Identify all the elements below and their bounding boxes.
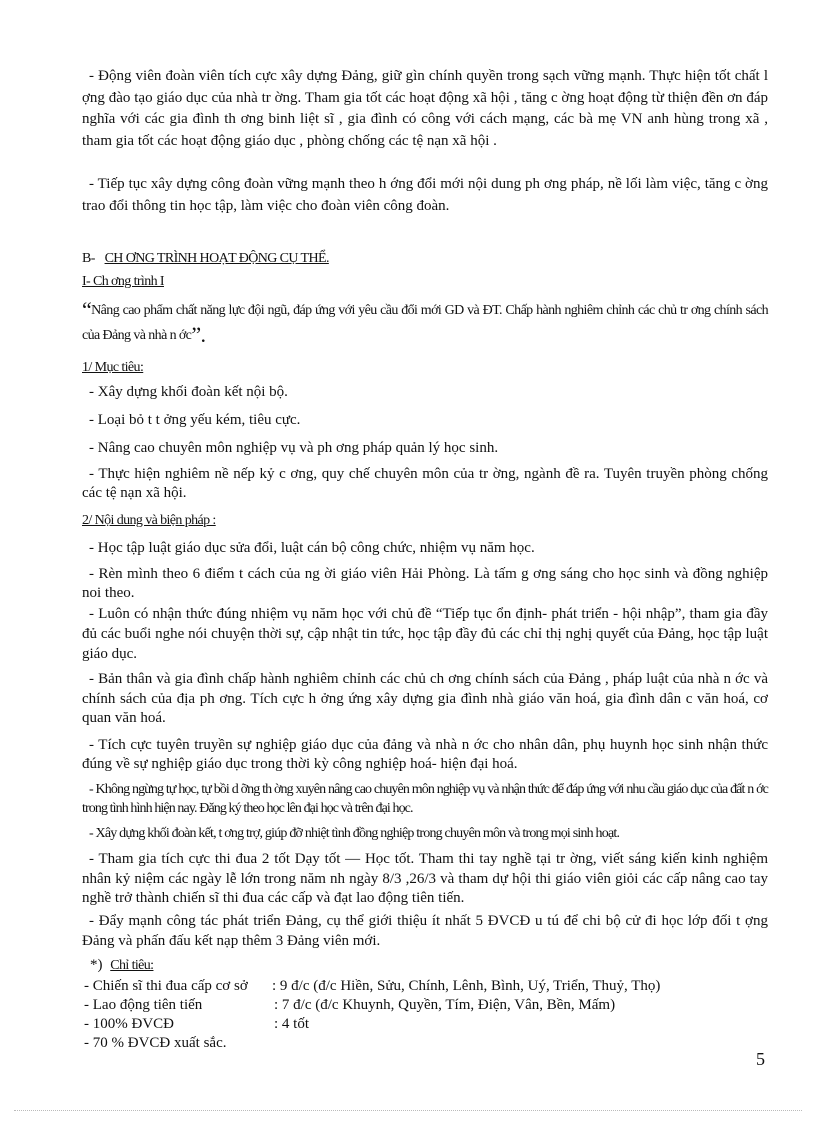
- objective-item: - Nâng cao chuyên môn nghiệp vụ và ph ơng pháp quản lý học sinh.: [89, 440, 499, 456]
- objective-item: - Loại bỏ t t ởng yếu kém, tiêu cực.: [89, 412, 301, 428]
- section-b-prefix: B-: [82, 251, 95, 266]
- program-title-text: I- Ch ơng trình I: [82, 274, 164, 289]
- content-item: - Đẩy mạnh công tác phát triển Đảng, cụ thể giới thiệu ít nhất 5 ĐVCĐ u tú để chi bộ cử đi học lớp đối t ợng Đảng và phấn đấu kết nạp thêm 3 Đảng viên mới.: [82, 913, 768, 949]
- objective-item: - Thực hiện nghiêm nề nếp kỷ c ơng, quy chế chuyên môn của tr ờng, ngành đề ra. Tuyên truyền phòng chống các tệ nạn xã hội.: [82, 466, 768, 501]
- content-item: - Luôn có nhận thức đúng nhiệm vụ năm học với chủ đề “Tiếp tục ổn định- phát triển - hội nhập”, tham gia đầy đủ các buổi nghe nói chuyện thời sự, cập nhật tin tức, học tập đầy đủ các chỉ thị nghị quyết của Đảng, học tập luật giáo dục.: [82, 606, 768, 662]
- target-value: 9 đ/c (đ/c Hiền, Sửu, Chính, Lênh, Bình, Uý, Triển, Thuỷ, Thọ): [279, 978, 661, 994]
- target-label: - Lao động tiên tiến: [84, 997, 203, 1013]
- content-item: - Bản thân và gia đình chấp hành nghiêm chỉnh các chủ ch ơng chính sách của Đảng , pháp luật của nhà n ớc và chính sách của địa ph ơng. Tích cực h ởng ứng xây dựng gia đình nhà giáo văn hoá, gia đình dân c văn hoá, cơ quan văn hoá.: [82, 671, 768, 726]
- target-value: 7 đ/c (đ/c Khuynh, Quyền, Tím, Điện, Vân, Bền, Mấm): [281, 997, 616, 1013]
- target-row: [84, 995, 770, 1015]
- target-sep: :: [272, 978, 277, 994]
- target-row: [84, 1014, 770, 1034]
- content-item: - Học tập luật giáo dục sửa đổi, luật cán bộ công chức, nhiệm vụ năm học.: [89, 540, 535, 556]
- page-number: 5: [756, 1049, 765, 1069]
- target-sep: :: [274, 997, 279, 1013]
- target-value: 4 tốt: [281, 1016, 310, 1032]
- program-title: [82, 271, 768, 292]
- targets-heading-text: Chỉ tiêu:: [110, 958, 154, 973]
- target-row: [84, 976, 770, 996]
- target-row: [84, 1033, 770, 1053]
- quote-open-mark: “: [82, 297, 92, 322]
- footer-divider: [14, 1110, 802, 1111]
- quote-text: Nâng cao phẩm chất năng lực đội ngũ, đáp ứng với yêu cầu đổi mới GD và ĐT. Chấp hành nghiêm chỉnh các chủ tr ơng chính sách của Đảng và nhà n ớc: [82, 303, 768, 343]
- objective-item: - Xây dựng khối đoàn kết nội bộ.: [89, 384, 288, 400]
- quote-close-mark: ”.: [191, 322, 206, 347]
- targets-heading: [90, 955, 776, 976]
- program-quote: [82, 298, 768, 348]
- content-item: - Xây dựng khối đoàn kết, t ơng trợ, giúp đỡ nhiệt tình đồng nghiệp trong chuyên môn và trong mọi sinh hoạt.: [89, 826, 620, 841]
- intro-paragraph-1: - Động viên đoàn viên tích cực xây dựng Đảng, giữ gìn chính quyền trong sạch vững mạnh. Thực hiện tốt chất l ợng đào tạo giáo dục của nhà tr ờng. Tham gia tốt các hoạt động xã hội , tăng c ờng hoạt động từ thiện đền ơn đáp nghĩa với các gia đình th ơng binh liệt sĩ , gia đình có công với cách mạng, các bà mẹ VN anh hùng trong xã , tham gia tốt các hoạt động giáo dục , phòng chống các tệ nạn xã hội .: [82, 68, 768, 149]
- intro-paragraph-2: - Tiếp tục xây dựng công đoàn vững mạnh theo h ớng đổi mới nội dung ph ơng pháp, nề lối làm việc, tăng c ờng trao đổi thông tin học tập, làm việc cho đoàn viên công đoàn.: [82, 176, 768, 214]
- objectives-heading-text: 1/ Mục tiêu:: [82, 360, 144, 375]
- target-label: - Chiến sĩ thi đua cấp cơ sở: [84, 978, 248, 994]
- content-item: - Tích cực tuyên truyền sự nghiệp giáo dục của đảng và nhà n ớc cho nhân dân, phụ huynh học sinh nhận thức đúng về sự nghiệp giáo dục trong thời kỳ công nghiệp hoá- hiện đại hoá.: [82, 737, 768, 772]
- target-sep: :: [274, 1016, 279, 1032]
- content-item: - Tham gia tích cực thi đua 2 tốt Dạy tốt — Học tốt. Tham thi tay nghề tại tr ờng, viết sáng kiến kinh nghiệm nhân kỷ niệm các ngày lễ lớn trong năm nh ngày 8/3 ,26/3 và tham dự hội thi giáo viên giỏi các cấp nâng cao tay nghề trở thành chiến sĩ thi đua các cấp và đạt lao động tiên tiến.: [82, 851, 768, 906]
- content-item: - Rèn mình theo 6 điểm t cách của ng ời giáo viên Hải Phòng. Là tấm g ơng sáng cho học sinh và đồng nghiệp noi theo.: [82, 566, 768, 601]
- targets-heading-prefix: *): [90, 957, 103, 973]
- section-b-title: CH ƠNG TRÌNH HOẠT ĐỘNG CỤ THỂ.: [104, 251, 329, 266]
- objectives-heading: [82, 357, 768, 378]
- target-label: - 100% ĐVCĐ: [84, 1016, 174, 1032]
- section-b-heading: [82, 248, 768, 269]
- content-heading-text: 2/ Nội dung và biện pháp :: [82, 513, 216, 528]
- content-heading: [82, 510, 768, 531]
- content-item: - Không ngừng tự học, tự bồi d ỡng th ờng xuyên nâng cao chuyên môn nghiệp vụ và nhận thức để đáp ứng với nhu cầu giáo dục của đất n ớc trong tình hình hiện nay. Đăng ký theo học lên đại học và trên đại học.: [82, 782, 768, 816]
- target-label: - 70 % ĐVCĐ xuất sắc.: [84, 1035, 227, 1051]
